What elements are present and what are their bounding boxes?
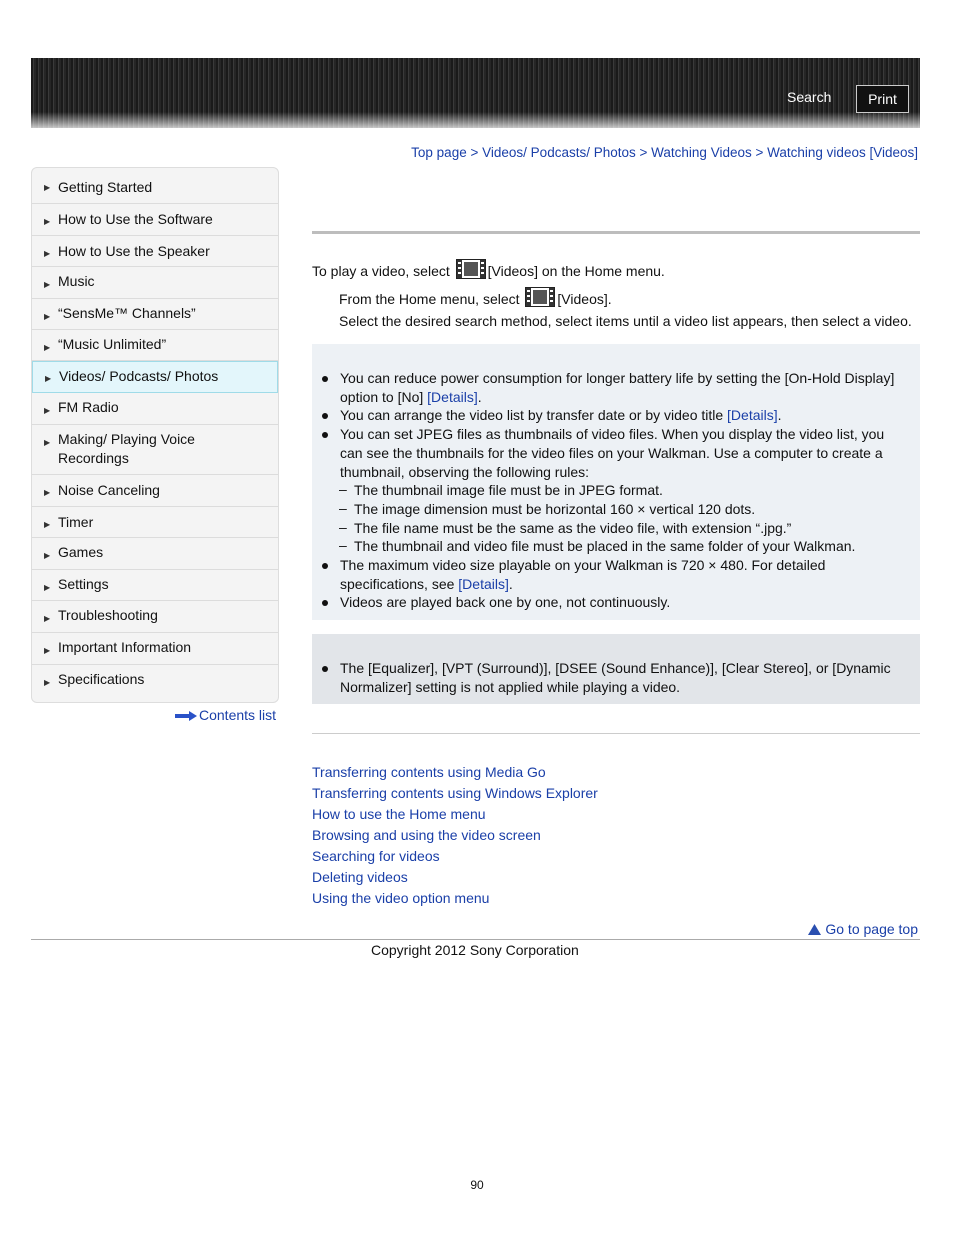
bullet-icon xyxy=(322,563,328,569)
sidebar-item-label: “SensMe™ Channels” xyxy=(58,305,196,321)
sidebar-item-voice-recordings[interactable] xyxy=(32,425,278,475)
triangle-right-icon: ▶ xyxy=(44,312,51,321)
related-link-deleting-videos[interactable]: Deleting videos xyxy=(312,869,408,885)
rule-3: The file name must be the same as the video file, with extension “.jpg.” xyxy=(354,520,792,536)
breadcrumb-current[interactable]: Watching videos [Videos] xyxy=(767,145,918,160)
sidebar-item-label: Important Information xyxy=(58,639,192,655)
hint-item-3-line3: thumbnail, observing the following rules: xyxy=(340,464,590,480)
hint-item-1-line1: You can reduce power consumption for longer battery life by setting the [On-Hold Display] xyxy=(340,370,895,386)
bullet-icon xyxy=(322,376,328,382)
sidebar-item-label: FM Radio xyxy=(58,399,119,415)
triangle-right-icon: ▶ xyxy=(44,646,51,655)
sidebar-item-how-to-use-speaker[interactable] xyxy=(32,236,278,267)
sidebar-item-label: How to Use the Speaker xyxy=(58,243,210,259)
sidebar-item-label: Getting Started xyxy=(58,179,153,195)
footer-divider xyxy=(31,939,920,940)
sidebar-item-important-information[interactable] xyxy=(32,633,278,665)
search-button[interactable]: Search xyxy=(787,89,832,105)
bullet-icon xyxy=(322,666,328,672)
triangle-right-icon: ▶ xyxy=(44,551,51,560)
rule-4: The thumbnail and video file must be placed in the same folder of your Walkman. xyxy=(354,538,856,554)
triangle-right-icon: ▶ xyxy=(45,374,52,383)
sidebar-item-label: Making/ Playing Voice xyxy=(58,431,195,447)
note-item xyxy=(340,659,891,697)
breadcrumb-watching-videos[interactable]: Watching Videos xyxy=(651,145,752,160)
bullet-icon xyxy=(322,432,328,438)
sidebar-item-label: How to Use the Software xyxy=(58,211,213,227)
triangle-right-icon: ▶ xyxy=(44,406,51,415)
triangle-right-icon: ▶ xyxy=(44,678,51,687)
sidebar-item-label: Specifications xyxy=(58,671,145,687)
sidebar-item-label: Music xyxy=(58,273,95,289)
breadcrumb-separator: > xyxy=(470,145,479,160)
title-divider xyxy=(312,231,920,234)
related-link-media-go[interactable]: Transferring contents using Media Go xyxy=(312,764,546,780)
sidebar-item-games[interactable] xyxy=(32,538,278,570)
related-link-home-menu[interactable]: How to use the Home menu xyxy=(312,806,486,822)
triangle-right-icon: ▶ xyxy=(44,217,51,226)
triangle-right-icon: ▶ xyxy=(44,520,51,529)
sidebar-item-label: Videos/ Podcasts/ Photos xyxy=(59,368,219,384)
print-button[interactable]: Print xyxy=(856,85,909,113)
details-link[interactable]: [Details] xyxy=(427,389,478,405)
hint-item-4 xyxy=(340,556,825,594)
breadcrumb-top-page[interactable]: Top page xyxy=(411,145,467,160)
contents-list-label: Contents list xyxy=(199,707,277,723)
triangle-right-icon: ▶ xyxy=(44,343,51,352)
triangle-up-icon xyxy=(808,924,821,935)
sidebar-item-timer[interactable] xyxy=(32,507,278,538)
details-link[interactable]: [Details] xyxy=(727,407,778,423)
note-line1: The [Equalizer], [VPT (Surround)], [DSEE (Sound Enhance)], [Clear Stereo], or [Dynamic xyxy=(340,660,891,676)
sidebar-item-label: Timer xyxy=(58,514,94,530)
hint-item-5: Videos are played back one by one, not continuously. xyxy=(340,594,671,610)
hint-item-2: You can arrange the video list by transfer date or by video title [Details]. xyxy=(340,407,782,423)
breadcrumb-separator: > xyxy=(639,145,648,160)
dash-icon: – xyxy=(339,537,347,553)
sidebar-item-label: Settings xyxy=(58,576,109,592)
triangle-right-icon: ▶ xyxy=(44,614,51,623)
sidebar-item-getting-started[interactable] xyxy=(32,168,278,204)
related-link-option-menu[interactable]: Using the video option menu xyxy=(312,890,490,906)
sidebar-item-sensme-channels[interactable] xyxy=(32,299,278,330)
intro-after: [Videos] on the Home menu. xyxy=(487,263,665,279)
step-2: Select the desired search method, select items until a video list appears, then select a video. xyxy=(339,313,912,329)
sidebar-item-label: “Music Unlimited” xyxy=(58,336,167,352)
arrow-right-icon xyxy=(175,711,197,721)
related-link-windows-explorer[interactable]: Transferring contents using Windows Explorer xyxy=(312,785,598,801)
film-strip-icon xyxy=(456,259,486,279)
step-1-before: From the Home menu, select xyxy=(339,291,524,307)
sidebar-item-noise-canceling[interactable] xyxy=(32,475,278,507)
triangle-right-icon: ▶ xyxy=(44,280,51,289)
dash-icon: – xyxy=(339,519,347,535)
details-link[interactable]: [Details] xyxy=(458,576,509,592)
go-to-page-top-link[interactable] xyxy=(808,921,918,937)
sidebar-item-music-unlimited[interactable] xyxy=(32,330,278,361)
sidebar-item-fm-radio[interactable] xyxy=(32,393,278,425)
go-to-page-top-label: Go to page top xyxy=(825,921,918,937)
triangle-right-icon: ▶ xyxy=(44,183,51,192)
sidebar-item-videos-podcasts-photos[interactable] xyxy=(32,361,278,393)
breadcrumb-videos-podcasts-photos[interactable]: Videos/ Podcasts/ Photos xyxy=(482,145,636,160)
breadcrumb xyxy=(411,145,918,160)
hint-item-3 xyxy=(340,425,884,482)
contents-list-link[interactable] xyxy=(175,707,276,723)
step-1-after: [Videos]. xyxy=(557,291,612,307)
sidebar-item-specifications[interactable] xyxy=(32,665,278,702)
page-number: 90 xyxy=(470,1178,484,1192)
bullet-icon xyxy=(322,413,328,419)
hint-item-1 xyxy=(340,369,894,407)
dash-icon: – xyxy=(339,481,347,497)
triangle-right-icon: ▶ xyxy=(44,488,51,497)
hint-item-1-line2: option to [No] [Details]. xyxy=(340,389,482,405)
hint-item-4-line1: The maximum video size playable on your Walkman is 720 × 480. For detailed xyxy=(340,557,826,573)
intro-text xyxy=(312,259,665,279)
triangle-right-icon: ▶ xyxy=(44,249,51,258)
triangle-right-icon: ▶ xyxy=(44,583,51,592)
intro-before: To play a video, select xyxy=(312,263,454,279)
film-strip-icon xyxy=(525,287,555,307)
triangle-right-icon: ▶ xyxy=(44,438,51,447)
bullet-icon xyxy=(322,600,328,606)
rule-2: The image dimension must be horizontal 160 × vertical 120 dots. xyxy=(354,501,756,517)
related-divider xyxy=(312,733,920,734)
note-line2: Normalizer] setting is not applied while playing a video. xyxy=(340,679,681,695)
dash-icon: – xyxy=(339,500,347,516)
sidebar-item-how-to-use-software[interactable] xyxy=(32,204,278,236)
hint-item-3-line1: You can set JPEG files as thumbnails of video files. When you display the video list, you xyxy=(340,426,885,442)
step-1 xyxy=(339,287,612,307)
hint-item-4-line2: specifications, see [Details]. xyxy=(340,576,513,592)
related-link-searching-videos[interactable]: Searching for videos xyxy=(312,848,440,864)
sidebar-item-label: Noise Canceling xyxy=(58,482,160,498)
rule-1: The thumbnail image file must be in JPEG format. xyxy=(354,482,663,498)
sidebar-item-label-line2: Recordings xyxy=(58,450,129,466)
sidebar-item-troubleshooting[interactable] xyxy=(32,601,278,633)
related-link-video-screen[interactable]: Browsing and using the video screen xyxy=(312,827,541,843)
breadcrumb-separator: > xyxy=(755,145,764,160)
sidebar-item-label: Troubleshooting xyxy=(58,607,158,623)
sidebar-nav xyxy=(31,167,279,703)
copyright: Copyright 2012 Sony Corporation xyxy=(371,942,579,958)
hint-item-3-line2: can see the thumbnails for the video files on your Walkman. Use a computer to create a xyxy=(340,445,883,461)
sidebar-item-settings[interactable] xyxy=(32,570,278,601)
sidebar-item-label: Games xyxy=(58,544,104,560)
sidebar-item-music[interactable] xyxy=(32,267,278,299)
